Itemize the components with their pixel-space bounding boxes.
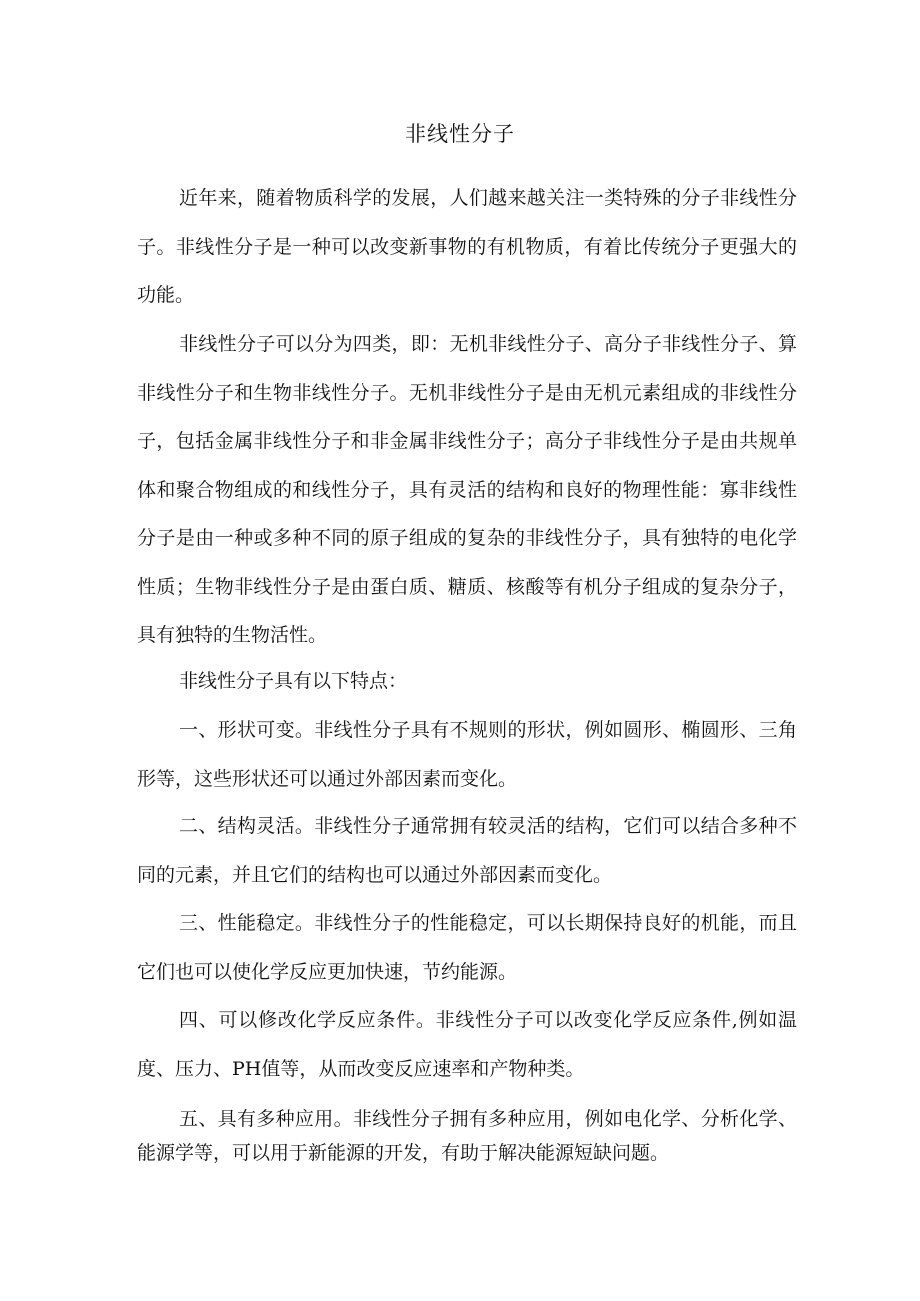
paragraph-feature-2: 二、结构灵活。非线性分子通常拥有较灵活的结构，它们可以结合多种不同的元素，并且它们的结构也可以通过外部因素而变化。 <box>137 815 797 886</box>
document-title: 非线性分子 <box>405 122 515 146</box>
paragraph-features-intro: 非线性分子具有以下特点： <box>179 670 408 692</box>
paragraph-classification: 非线性分子可以分为四类，即：无机非线性分子、高分子非线性分子、算非线性分子和生物非线性分子。无机非线性分子是由无机元素组成的非线性分子，包括金属非线性分子和非金属非线性分子；高分子非线性分子是由共规单体和聚合物组成的和线性分子，具有灵活的结构和良好的物理性能：寡非线性分子是由一种或多种不同的原子组成的复杂的非线性分子，具有独特的电化学性质；生物非线性分子是由蛋白质、糖质、核酸等有机分子组成的复杂分子，具有独特的生物活性。 <box>137 333 797 646</box>
paragraph-feature-1: 一、形状可变。非线性分子具有不规则的形状，例如圆形、椭圆形、三角形等，这些形状还可以通过外部因素而变化。 <box>137 719 797 790</box>
paragraph-feature-3: 三、性能稳定。非线性分子的性能稳定，可以长期保持良好的机能，而且它们也可以使化学反应更加快速，节约能源。 <box>137 912 797 983</box>
paragraph-feature-4: 四、可以修改化学反应条件。非线性分子可以改变化学反应条件,例如温度、压力、PH值等，从而改变反应速率和产物种类。 <box>137 1009 797 1080</box>
paragraph-feature-5: 五、具有多种应用。非线性分子拥有多种应用，例如电化学、分析化学、能源学等，可以用于新能源的开发，有助于解决能源短缺问题。 <box>137 1108 797 1164</box>
paragraph-intro: 近年来，随着物质科学的发展，人们越来越关注一类特殊的分子非线性分子。非线性分子是一种可以改变新事物的有机物质，有着比传统分子更强大的功能。 <box>137 187 797 306</box>
